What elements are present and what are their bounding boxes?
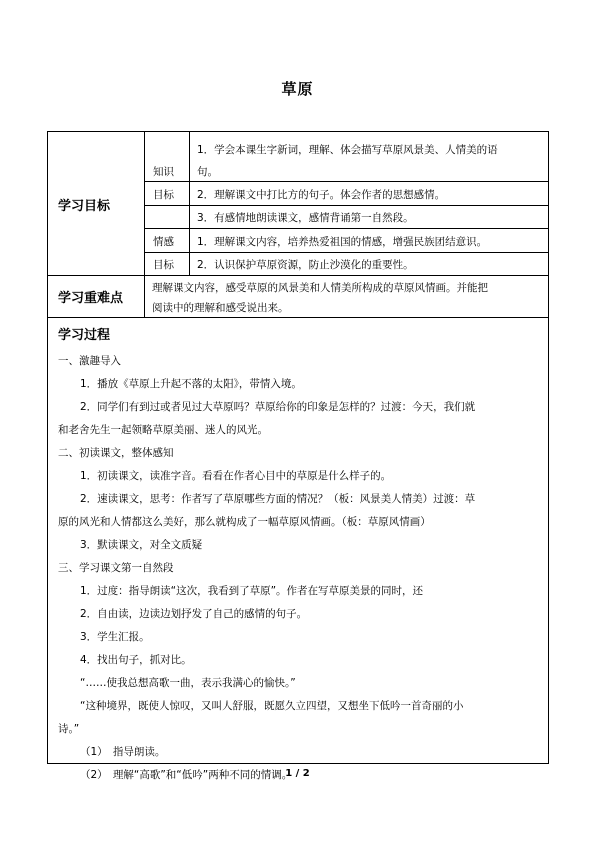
objectives-label: 学习目标 <box>58 199 111 214</box>
knowledge-item-1b: 句。 <box>197 166 218 178</box>
process-line: 2．自由读，边读边划抒发了自己的感情的句子。 <box>80 608 308 620</box>
rule-knowledge-1 <box>144 181 549 182</box>
process-content <box>48 350 549 787</box>
process-line: 原的风光和人情都这么美好，那么就构成了一幅草原风情画。（板：草原风情画） <box>58 516 431 528</box>
page-number: 1 / 2 <box>285 768 310 779</box>
knowledge-label-line2: 目标 <box>153 189 174 201</box>
process-line: 2．速读课文，思考：作者写了草原哪些方面的情况？（板：风景美人情美）过渡：草 <box>80 493 476 505</box>
process-line: 3．默读课文，对全文质疑 <box>80 539 203 551</box>
rule-col-2 <box>189 132 190 275</box>
page-title: 草原 <box>281 80 314 98</box>
difficulties-line-2: 阅读中的理解和感受说出来。 <box>152 302 289 314</box>
difficulties-label: 学习重难点 <box>58 291 124 306</box>
rule-knowledge-2 <box>144 205 549 206</box>
emotion-label-line1: 情感 <box>153 236 174 248</box>
process-line: 诗。” <box>58 723 80 735</box>
process-line: 1．过度：指导朗读“这次，我看到了草原”。作者在写草原美景的同时，还 <box>80 585 424 597</box>
knowledge-item-3: 3．有感情地朗读课文，感情背诵第一自然段。 <box>197 212 414 224</box>
emotion-item-1: 1．理解课文内容，培养热爱祖国的情感，增强民族团结意识。 <box>197 236 488 248</box>
knowledge-item-2: 2．理解课文中打比方的句子。体会作者的思想感情。 <box>197 189 446 201</box>
knowledge-label-line1: 知识 <box>153 166 174 178</box>
process-label: 学习过程 <box>58 328 111 343</box>
difficulties-line-1: 理解课文内容，感受草原的风景美和人情美所构成的草原风情画。并能把 <box>152 282 488 294</box>
rule-objectives-end <box>48 275 549 276</box>
process-line: 一、激趣导入 <box>58 355 121 367</box>
process-line: “这种境界，既使人惊叹，又叫人舒服，既愿久立四望，又想坐下低吟一首奇丽的小 <box>80 700 464 712</box>
emotion-item-2: 2．认识保护草原资源，防止沙漠化的重要性。 <box>197 259 414 271</box>
rule-col-1 <box>144 132 145 317</box>
process-line: 1．初读课文，读准字音。看看在作者心目中的草原是什么样子的。 <box>80 470 392 482</box>
process-line: 和老舍先生一起领略草原美丽、迷人的风光。 <box>58 424 268 436</box>
knowledge-item-1a: 1．学会本课生字新词，理解、体会描写草原风景美、人情美的语 <box>197 144 498 156</box>
process-line: 1．播放《草原上升起不落的太阳》，带情入境。 <box>80 378 302 390</box>
emotion-label-line2: 目标 <box>153 259 174 271</box>
process-line: 2．同学们有到过或者见过大草原吗？草原给你的印象是怎样的？过渡：今天，我们就 <box>80 401 476 413</box>
rule-emotion-1 <box>144 252 549 253</box>
rule-difficulties-end <box>48 317 549 318</box>
process-line: 二、初读课文，整体感知 <box>58 447 174 459</box>
process-line: 三、学习课文第一自然段 <box>58 562 174 574</box>
rule-knowledge-end <box>144 228 549 229</box>
process-line: （1） 指导朗读。 <box>80 746 166 758</box>
process-line: （2） 理解“高歌”和“低吟”两种不同的情调。 <box>80 769 293 781</box>
process-line: 4．找出句子，抓对比。 <box>80 654 192 666</box>
process-line: “……使我总想高歌一曲，表示我满心的愉快。” <box>80 677 296 689</box>
process-line: 3．学生汇报。 <box>80 631 150 643</box>
